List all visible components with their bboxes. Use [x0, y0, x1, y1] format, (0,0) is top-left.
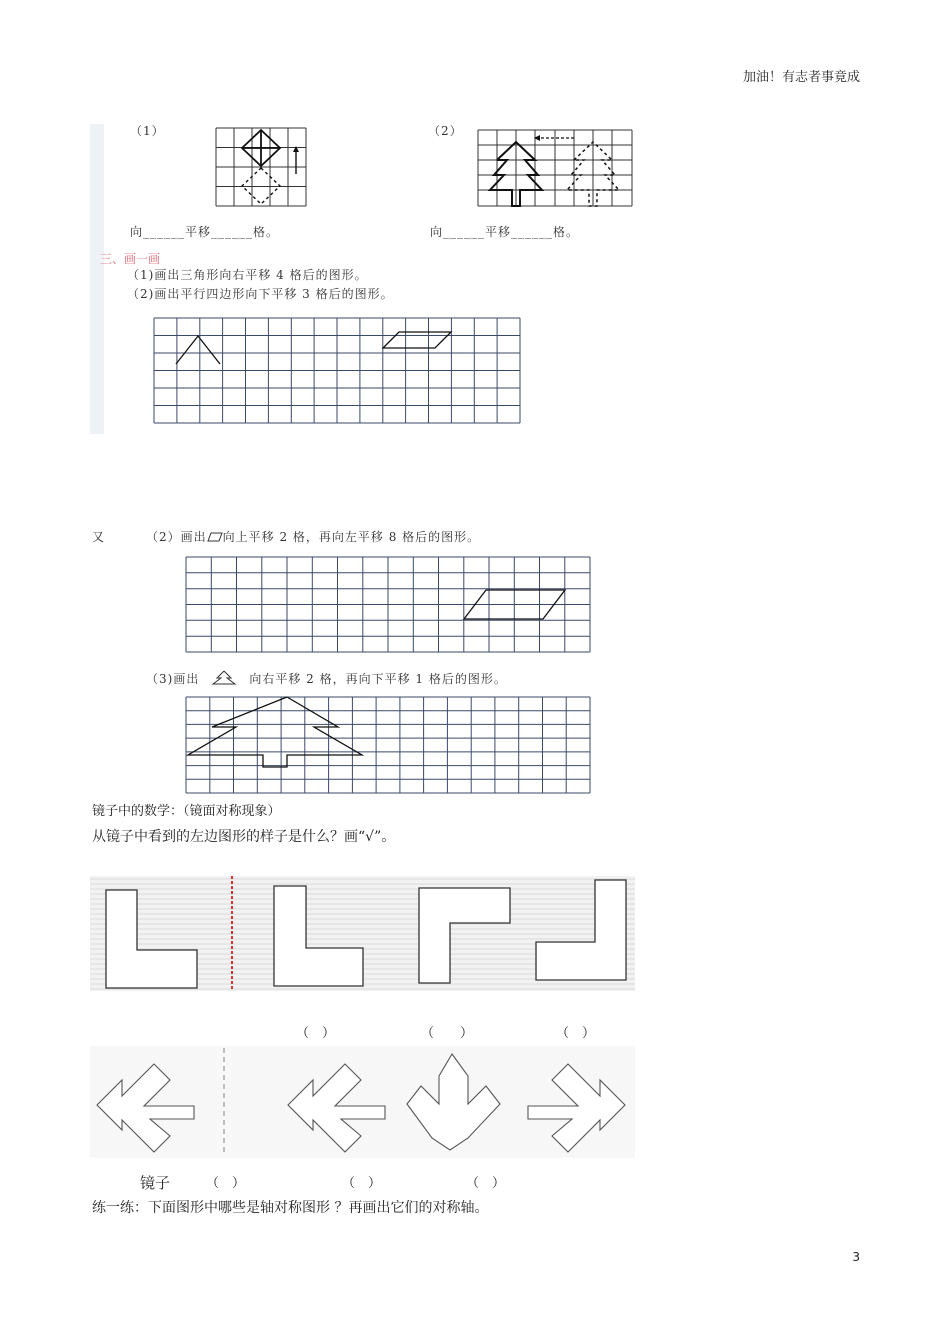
section-draw-title: 三、画一画	[100, 252, 161, 266]
paren-top-2[interactable]: （ ）	[421, 1026, 474, 1041]
more-item-2-prefix: （2）画出	[146, 530, 207, 544]
paren-top-1[interactable]: （ ）	[296, 1026, 336, 1041]
mirror-label: 镜子	[140, 1174, 171, 1192]
more-item-2	[146, 528, 480, 545]
tree-icon	[199, 670, 249, 686]
question-2-label: （2）	[428, 124, 463, 138]
question-1-label: （1）	[130, 124, 165, 138]
more-item-3	[146, 670, 507, 687]
draw-item-1: （1)画出三角形向右平移 4 格后的图形。	[127, 268, 368, 282]
more-item-2-suffix: 向上平移 2 格，再向左平移 8 格后的图形。	[222, 530, 481, 544]
header-slogan: 加油！有志者事竟成	[742, 70, 860, 85]
translate-grid-tree	[186, 697, 590, 793]
grid-figure-2	[478, 130, 632, 206]
fill-blank-2: 向______平移______格。	[430, 225, 580, 239]
more-item-3-suffix: 向右平移 2 格，再向下平移 1 格后的图形。	[249, 672, 507, 686]
more-item-3-prefix: （3)画出	[146, 672, 200, 686]
section-mark: 又	[92, 530, 106, 544]
draw-item-2: （2)画出平行四边形向下平移 3 格后的图形。	[127, 287, 394, 301]
translate-grid-parallelogram	[186, 557, 590, 652]
grid-figure-1	[216, 128, 306, 206]
parallelogram-icon	[207, 531, 223, 541]
paren-bottom-1[interactable]: （ ）	[206, 1176, 246, 1191]
draw-grid	[154, 318, 520, 423]
mirror-heading: 镜子中的数学：（镜面对称现象）	[92, 804, 281, 819]
mirror-l-shapes	[90, 876, 635, 991]
mirror-arrow-shapes	[90, 1046, 635, 1158]
paren-top-3[interactable]: （ ）	[556, 1026, 596, 1041]
page-number: 3	[852, 1250, 860, 1264]
fill-blank-1: 向______平移______格。	[130, 225, 280, 239]
practice-text: 练一练：下面图形中哪些是轴对称图形 ？再画出它们的对称轴。	[92, 1200, 489, 1216]
paren-bottom-3[interactable]: （ ）	[466, 1176, 506, 1191]
mirror-question: 从镜子中看到的左边图形的样子是什么？画“√”。	[92, 829, 396, 845]
paren-bottom-2[interactable]: （ ）	[342, 1176, 382, 1191]
scan-margin	[90, 124, 104, 434]
